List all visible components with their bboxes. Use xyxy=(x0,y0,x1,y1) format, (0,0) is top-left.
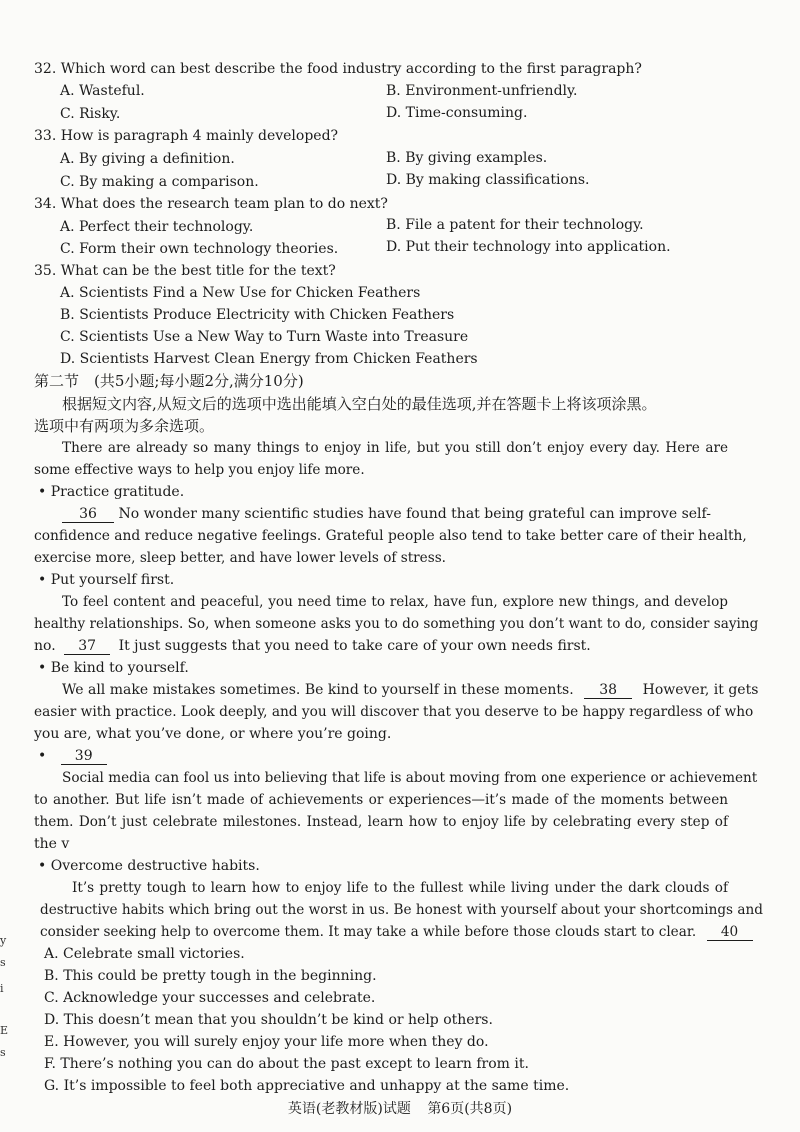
paragraph-1-line-1 xyxy=(62,505,711,523)
question-32-option-b: B. Environment-unfriendly. xyxy=(386,83,578,99)
paragraph-5-line-3 xyxy=(40,923,753,941)
bullet-icon: • xyxy=(38,572,47,588)
choice-b: B. This could be pretty tough in the beginning. xyxy=(44,968,377,984)
bullet-icon: • xyxy=(38,858,47,874)
question-33-option-d: D. By making classifications. xyxy=(386,172,590,188)
paragraph-4-line-2: to another. But life isn’t made of achievements or experiences—it’s made of the moments between xyxy=(34,792,728,808)
question-34-option-b: B. File a patent for their technology. xyxy=(386,217,644,233)
heading-practice-gratitude xyxy=(38,483,184,501)
choice-g: G. It’s impossible to feel both appreciative and unhappy at the same time. xyxy=(44,1078,570,1094)
heading-be-kind xyxy=(38,659,189,677)
choice-c: C. Acknowledge your successes and celebrate. xyxy=(44,990,376,1006)
paragraph-3-line-1 xyxy=(62,681,758,699)
paragraph-2-line-2: healthy relationships. So, when someone asks you to do something you don’t want to do, consider saying xyxy=(34,616,759,632)
paragraph-3-line-3: you are, what you’ve done, or where you’re going. xyxy=(34,726,392,742)
passage-intro-line-1: There are already so many things to enjoy in life, but you still don’t enjoy every day. Here are xyxy=(62,440,728,456)
blank-39: 39 xyxy=(61,748,107,765)
margin-mark: i xyxy=(0,982,4,995)
heading-text: Overcome destructive habits. xyxy=(50,858,260,874)
margin-mark: s xyxy=(0,1046,6,1059)
heading-text: Practice gratitude. xyxy=(50,484,185,500)
blank-37: 37 xyxy=(64,638,110,655)
heading-text: Be kind to yourself. xyxy=(50,660,189,676)
passage-intro-line-2: some effective ways to help you enjoy life more. xyxy=(34,462,365,478)
question-35-option-a: A. Scientists Find a New Use for Chicken Feathers xyxy=(60,285,421,301)
paragraph-2-line-3 xyxy=(34,637,591,655)
paragraph-1-line-2: confidence and reduce negative feelings. Grateful people also tend to take better care of their health, xyxy=(34,528,747,544)
paragraph-4-line-4: the v xyxy=(34,836,70,852)
question-32-stem: 32. Which word can best describe the food industry according to the first paragraph? xyxy=(34,61,642,77)
paragraph-1-text: No wonder many scientific studies have found that being grateful can improve self- xyxy=(118,506,711,522)
paragraph-1-line-3: exercise more, sleep better, and have lower levels of stress. xyxy=(34,550,446,566)
question-33-option-b: B. By giving examples. xyxy=(386,150,548,166)
heading-39 xyxy=(38,747,107,765)
paragraph-4-line-3: them. Don’t just celebrate milestones. Instead, learn how to enjoy life by celebrating every step of xyxy=(34,814,728,830)
question-33-option-c: C. By making a comparison. xyxy=(60,174,259,190)
question-34-option-a: A. Perfect their technology. xyxy=(60,219,254,235)
bullet-icon: • xyxy=(38,484,47,500)
heading-put-yourself-first xyxy=(38,571,174,589)
margin-mark: y xyxy=(0,934,7,947)
page-footer xyxy=(0,1098,800,1118)
choice-e: E. However, you will surely enjoy your life more when they do. xyxy=(44,1034,489,1050)
paragraph-5-text: consider seeking help to overcome them. It may take a while before those clouds start to clear. xyxy=(40,924,697,940)
question-33-stem: 33. How is paragraph 4 mainly developed? xyxy=(34,128,339,144)
paragraph-2-text-a: no. xyxy=(34,638,56,654)
question-35-stem: 35. What can be the best title for the text? xyxy=(34,263,336,279)
question-35-option-d: D. Scientists Harvest Clean Energy from Chicken Feathers xyxy=(60,351,478,367)
section-instruction-1: 根据短文内容,从短文后的选项中选出能填入空白处的最佳选项,并在答题卡上将该项涂黑。 xyxy=(62,395,657,413)
paragraph-5-line-2: destructive habits which bring out the worst in us. Be honest with yourself about your shortcomings and xyxy=(40,902,763,918)
paragraph-2-text-b: It just suggests that you need to take care of your own needs first. xyxy=(118,638,591,654)
question-34-option-d: D. Put their technology into application. xyxy=(386,239,671,255)
question-35-option-c: C. Scientists Use a New Way to Turn Waste into Treasure xyxy=(60,329,469,345)
paragraph-2-line-1: To feel content and peaceful, you need time to relax, have fun, explore new things, and develop xyxy=(62,594,728,610)
blank-38: 38 xyxy=(584,682,632,699)
bullet-icon: • xyxy=(38,660,47,676)
question-34-stem: 34. What does the research team plan to do next? xyxy=(34,196,388,212)
footer-subject: 英语(老教材版)试题 xyxy=(287,1101,411,1117)
question-33-option-a: A. By giving a definition. xyxy=(60,151,235,167)
paragraph-3-line-2: easier with practice. Look deeply, and you will discover that you deserve to be happy regardless of who xyxy=(34,704,754,720)
bullet-icon: • xyxy=(38,748,47,764)
margin-mark: E xyxy=(0,1024,9,1037)
blank-36: 36 xyxy=(62,506,114,523)
question-32-option-c: C. Risky. xyxy=(60,106,121,122)
choice-d: D. This doesn’t mean that you shouldn’t be kind or help others. xyxy=(44,1012,493,1028)
paragraph-3-text-a: We all make mistakes sometimes. Be kind to yourself in these moments. xyxy=(62,682,574,698)
question-32-option-d: D. Time-consuming. xyxy=(386,105,528,121)
heading-text: Put yourself first. xyxy=(50,572,175,588)
heading-overcome-habits xyxy=(38,857,260,875)
paragraph-3-text-b: However, it gets xyxy=(642,682,759,698)
question-34-option-c: C. Form their own technology theories. xyxy=(60,241,339,257)
paragraph-4-line-1: Social media can fool us into believing that life is about moving from one experience or achievement xyxy=(62,770,758,786)
choice-a: A. Celebrate small victories. xyxy=(44,946,245,962)
paragraph-5-line-1: It’s pretty tough to learn how to enjoy life to the fullest while living under the dark clouds of xyxy=(72,880,728,896)
section-title: 第二节 (共5小题;每小题2分,满分10分) xyxy=(34,372,304,390)
question-35-option-b: B. Scientists Produce Electricity with Chicken Feathers xyxy=(60,307,455,323)
margin-mark: s xyxy=(0,956,6,969)
footer-page-number: 第6页(共8页) xyxy=(427,1101,513,1117)
section-instruction-2: 选项中有两项为多余选项。 xyxy=(34,417,215,435)
question-32-option-a: A. Wasteful. xyxy=(60,83,145,99)
blank-40: 40 xyxy=(707,924,753,941)
choice-f: F. There’s nothing you can do about the past except to learn from it. xyxy=(44,1056,529,1072)
